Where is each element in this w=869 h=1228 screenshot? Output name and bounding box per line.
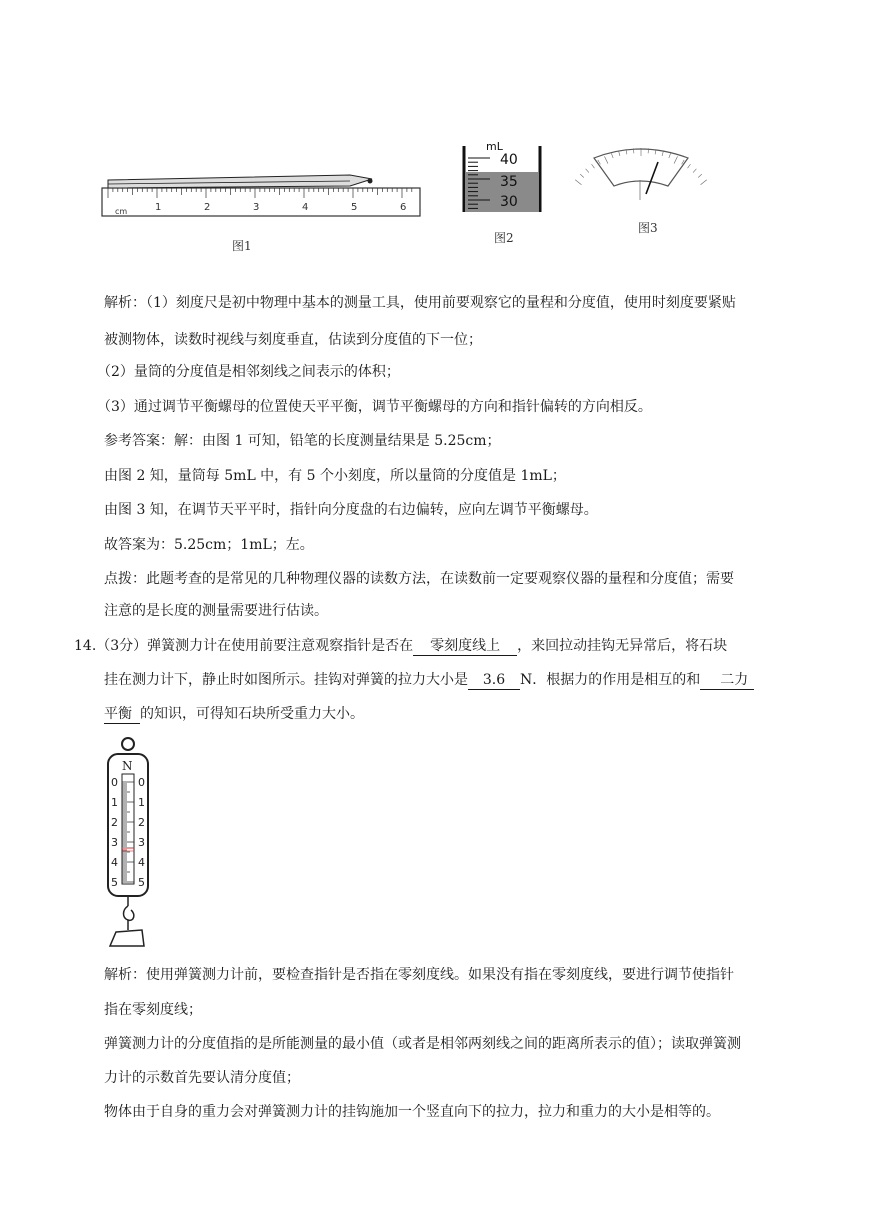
q14-line2a: 挂在测力计下，静止时如图所示。挂钩对弹簧的拉力大小是 — [104, 672, 468, 688]
scale-left-0: 0 — [111, 776, 118, 789]
scale-right-0: 0 — [138, 776, 145, 789]
q13-analysis-1b: 被测物体，读数时视线与刻度垂直，估读到分度值的下一位； — [104, 332, 482, 348]
scale-right-1: 1 — [138, 796, 145, 809]
cylinder-mark-30: 30 — [500, 194, 518, 210]
scale-left-1: 1 — [111, 796, 118, 809]
ruler-mark-3: 3 — [253, 202, 260, 213]
q13-answer-3: 由图 3 知，在调节天平平时，指针向分度盘的右边偏转，应向左调节平衡螺母。 — [104, 502, 598, 518]
ruler-mark-1: 1 — [155, 202, 162, 213]
scale-right-5: 5 — [138, 876, 145, 889]
q13-analysis-1a: 解析：（1）刻度尺是初中物理中基本的测量工具，使用前要观察它的量程和分度值，使用时刻度要紧贴 — [104, 295, 736, 311]
scale-left-4: 4 — [111, 856, 118, 869]
figure-3-label: 图3 — [638, 221, 658, 235]
q14-analysis-1a: 解析：使用弹簧测力计前，要检查指针是否指在零刻度线。如果没有指在零刻度线，要进行调节使指针 — [104, 967, 734, 983]
q14-analysis-3: 物体由于自身的重力会对弹簧测力计的挂钩施加一个竖直向下的拉力，拉力和重力的大小是相等的。 — [104, 1104, 720, 1120]
ruler-mark-5: 5 — [351, 202, 358, 213]
q14-blank-1: 零刻度线上 — [413, 637, 517, 656]
q14-seg2: ，来回拉动挂钩无异常后，将石块 — [517, 638, 728, 654]
q14-number: 14.（3分） — [74, 638, 148, 654]
q13-analysis-2: （2）量筒的分度值是相邻刻线之间表示的体积； — [97, 364, 400, 380]
q13-answer-4: 故答案为：5.25cm；1mL；左。 — [104, 537, 314, 553]
figure-2-cylinder — [464, 140, 540, 245]
ruler-mark-6: 6 — [400, 202, 407, 213]
scale-left-3: 3 — [111, 836, 118, 849]
figure-3-balance-dial — [575, 148, 707, 235]
scale-left-2: 2 — [111, 816, 118, 829]
q14-analysis-1b: 指在零刻度线； — [104, 1002, 202, 1018]
scale-unit: N — [122, 759, 133, 773]
spring-scale-figure — [98, 732, 158, 952]
ruler-mark-2: 2 — [204, 202, 211, 213]
figure-1-ruler-pencil — [102, 175, 420, 253]
q14-line3: 的知识，可得知石块所受重力大小。 — [140, 706, 364, 722]
q13-answer-2: 由图 2 知，量筒每 5mL 中，有 5 个小刻度，所以量筒的分度值是 1mL； — [104, 468, 566, 484]
q13-tip-b: 注意的是长度的测量需要进行估读。 — [104, 603, 328, 619]
cylinder-unit: mL — [486, 140, 503, 153]
scale-left-5: 5 — [111, 876, 118, 889]
q13-tip-a: 点拨：此题考查的是常见的几种物理仪器的读数方法，在读数前一定要观察仪器的量程和分度值；需要 — [104, 571, 734, 587]
ruler-mark-4: 4 — [302, 202, 309, 213]
cylinder-mark-40: 40 — [500, 152, 518, 168]
q14-seg1: 弹簧测力计在使用前要注意观察指针是否在 — [147, 638, 414, 654]
scale-right-4: 4 — [138, 856, 145, 869]
q14-line-2 — [104, 670, 754, 690]
q14-blank-2: 3.6 — [468, 671, 520, 690]
ruler-mark-cm: cm — [115, 207, 128, 216]
figure-1-label: 图1 — [232, 239, 252, 253]
figures-row — [0, 0, 869, 285]
scale-right-3: 3 — [138, 836, 145, 849]
scale-right-2: 2 — [138, 816, 145, 829]
q14-blank-3b: 平衡 — [104, 705, 140, 724]
figure-2-label: 图2 — [494, 231, 514, 245]
cylinder-mark-35: 35 — [500, 174, 518, 190]
q14-line-1 — [74, 636, 727, 656]
q13-analysis-3: （3）通过调节平衡螺母的位置使天平平衡，调节平衡螺母的方向和指针偏转的方向相反。 — [97, 399, 652, 415]
q13-answer-1: 参考答案：解：由图 1 可知，铅笔的长度测量结果是 5.25cm； — [104, 433, 501, 449]
q14-analysis-2a: 弹簧测力计的分度值指的是所能测量的最小值（或者是相邻两刻线之间的距离所表示的值）；读取弹簧测 — [104, 1036, 741, 1052]
q14-line-3 — [104, 704, 364, 724]
q14-line2b: N．根据力的作用是相互的和 — [520, 672, 701, 688]
q14-blank-3a: 二力 — [700, 671, 754, 690]
q14-analysis-2b: 力计的示数首先要认清分度值； — [104, 1070, 300, 1086]
